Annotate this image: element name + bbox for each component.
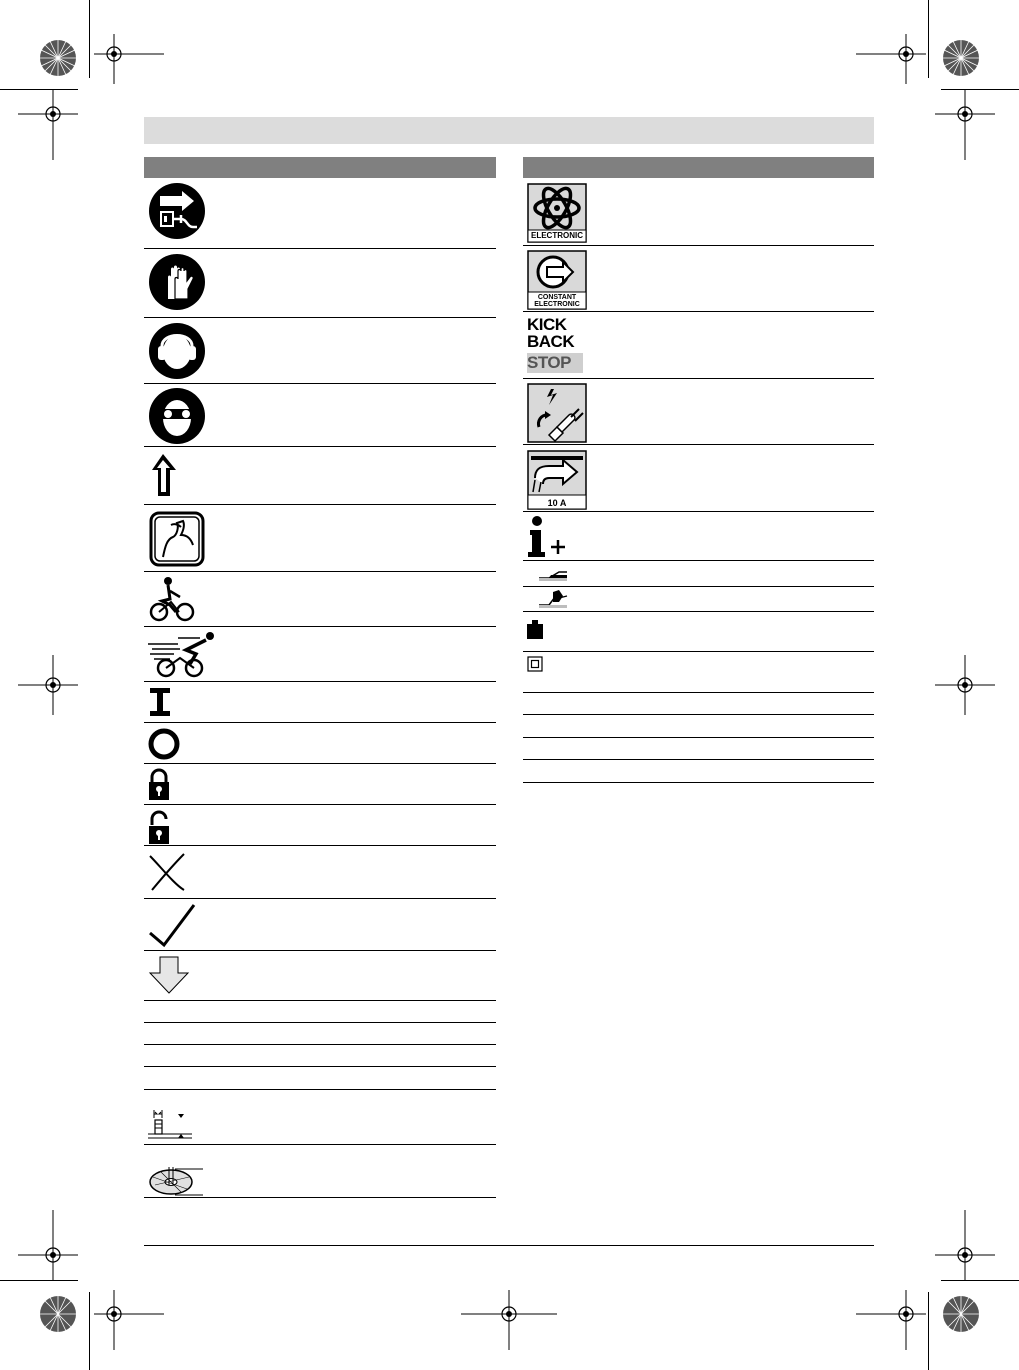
depth-gauge-icon [148, 1110, 192, 1142]
left-row-on [144, 682, 496, 722]
left-row-up-arrow [144, 447, 496, 504]
slow-cyclist-icon [148, 576, 196, 624]
right-row-weight [523, 612, 874, 651]
trim-line-bottom-right [928, 1292, 929, 1370]
trim-line-right-top [941, 89, 1019, 90]
right-row-restart-protection [523, 379, 874, 444]
left-row-text-only [144, 1001, 496, 1022]
left-row-unlock [144, 805, 496, 845]
protection-class-icon [527, 656, 543, 672]
constant-label: CONSTANT [537, 294, 577, 301]
crosshair-mark-left-middle [18, 655, 78, 715]
right-row-fuse [523, 445, 874, 511]
left-row-cutting-disc [144, 1145, 496, 1197]
crosshair-mark-top-1 [94, 34, 164, 84]
right-row-info-plus [523, 512, 874, 560]
trim-line-top-left [89, 0, 90, 78]
crosshair-mark-right-middle [935, 655, 995, 715]
right-row-text-only [523, 693, 874, 714]
kick-label: KICK [527, 315, 567, 334]
restart-protection-icon [527, 383, 587, 443]
stop-label: STOP [527, 353, 583, 373]
crosshair-mark-left-bottom [18, 1210, 78, 1280]
fuse-label: 10 A [547, 498, 567, 508]
electronic-atom-icon [527, 183, 587, 243]
right-row-constant-electronic [523, 246, 874, 311]
left-row-down-arrow [144, 951, 496, 1000]
left-row-off [144, 723, 496, 763]
electronic-label: ELECTRONIC [531, 231, 583, 240]
wear-gloves-icon [148, 253, 206, 311]
battery-weight-icon [526, 619, 546, 641]
trim-line-left-top [0, 89, 78, 90]
right-column-heading [523, 157, 874, 178]
crosshair-mark-left-top [18, 90, 78, 160]
down-arrow-icon [148, 955, 190, 995]
electronic-label: ELECTRONIC [534, 301, 580, 308]
left-column-heading [144, 157, 496, 178]
page-footer-rule [144, 1245, 874, 1246]
crosshair-mark-top-2 [856, 34, 926, 84]
page-footer-text [144, 1250, 874, 1266]
up-arrow-icon [148, 452, 178, 498]
skid-plate-flat-icon [537, 563, 569, 583]
left-row-depth-gauge [144, 1090, 496, 1144]
cutting-disc-icon [147, 1165, 203, 1197]
left-row-text-only [144, 1023, 496, 1044]
registration-mark-bottom-left-outer [38, 1294, 78, 1334]
registration-mark-bottom-right-outer [941, 1294, 981, 1334]
left-row-text-only [144, 1067, 496, 1089]
correct-check-icon [148, 903, 196, 949]
off-symbol-icon [147, 727, 181, 761]
trim-line-bottom-left [89, 1292, 90, 1370]
lock-open-icon [148, 809, 170, 845]
registration-mark-top-left-outer [38, 38, 78, 78]
left-row-correct [144, 899, 496, 950]
left-row-fast-speed [144, 627, 496, 681]
left-row-slow-speed [144, 572, 496, 626]
crosshair-mark-bottom-1 [94, 1290, 164, 1350]
left-row-text-only [144, 1045, 496, 1066]
kickback-stop-icon [527, 316, 583, 374]
right-row-text-only [523, 738, 874, 759]
left-row-gloves [144, 249, 496, 317]
trim-line-right-bottom [941, 1280, 1019, 1281]
page-header-band [144, 117, 874, 144]
crosshair-mark-bottom-2 [856, 1290, 926, 1350]
right-row-protection-class [523, 652, 874, 692]
right-row-skid-plate-raised [523, 587, 874, 611]
left-row-ear-protection [144, 318, 496, 383]
left-row-unplug [144, 178, 496, 248]
left-row-wrong [144, 846, 496, 898]
right-row-electronic [523, 178, 874, 245]
right-row-skid-plate-flat [523, 561, 874, 586]
crosshair-mark-bottom-center [461, 1290, 557, 1350]
on-symbol-icon [148, 686, 172, 718]
info-plus-icon [527, 516, 567, 558]
constant-electronic-icon [527, 250, 587, 310]
left-row-lock [144, 764, 496, 804]
crosshair-mark-right-bottom [935, 1210, 995, 1280]
wear-ear-protection-icon [148, 322, 206, 380]
wear-safety-goggles-icon [148, 387, 206, 445]
right-row-text-only [523, 760, 874, 782]
back-label: BACK [527, 332, 575, 351]
row-divider [144, 1197, 496, 1198]
right-row-text-only [523, 715, 874, 736]
trim-line-left-bottom [0, 1280, 78, 1281]
skid-plate-raised-icon [537, 588, 569, 610]
fast-cyclist-icon [148, 630, 216, 680]
strength-arm-icon [149, 511, 205, 567]
left-row-goggles [144, 384, 496, 446]
lock-closed-icon [148, 768, 170, 802]
unplug-before-work-icon [148, 182, 206, 240]
crosshair-mark-right-top [935, 90, 995, 160]
trim-line-top-right [928, 0, 929, 78]
wrong-cross-icon [148, 852, 188, 892]
row-divider [523, 782, 874, 783]
fuse-10a-icon [527, 450, 587, 510]
registration-mark-top-right-outer [941, 38, 981, 78]
left-row-strength [144, 505, 496, 571]
right-row-kickback-stop [523, 312, 874, 378]
